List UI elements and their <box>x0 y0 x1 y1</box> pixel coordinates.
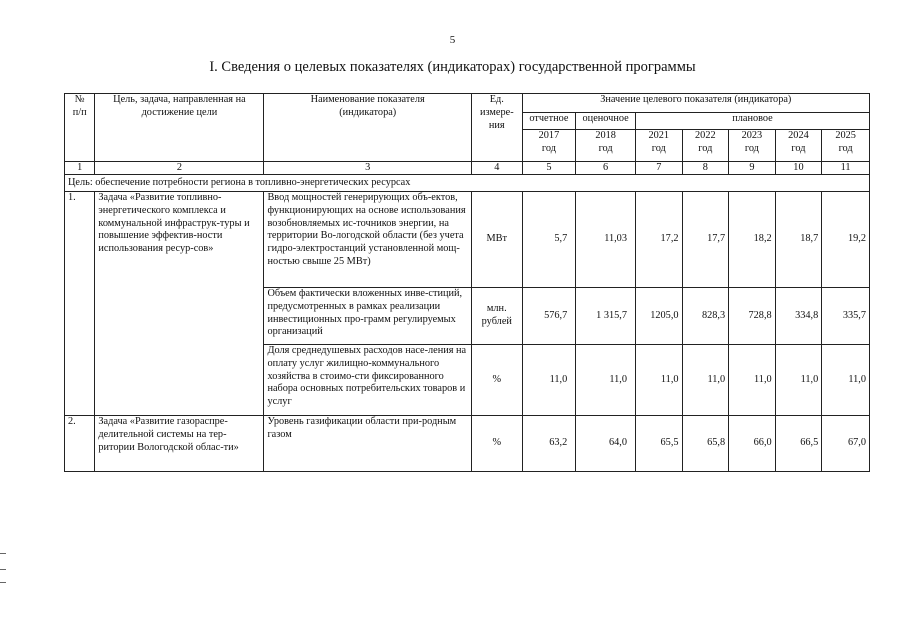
indicator-name: Объем фактически вложенных инве-стиций, предусмотренных в рамках реализации инвестиционных про-грамм регулируемых организаций <box>264 288 472 345</box>
value-cell: 66,0 <box>729 416 776 472</box>
value-cell: 63,2 <box>522 416 576 472</box>
column-number: 3 <box>264 162 472 175</box>
indicators-table <box>64 93 870 472</box>
indicator-name: Уровень газификации области при-родным газом <box>264 416 472 472</box>
header-reported: отчетное <box>522 113 576 130</box>
value-cell: 66,5 <box>775 416 822 472</box>
value-cell: 19,2 <box>822 192 870 288</box>
value-cell: 1 315,7 <box>576 288 636 345</box>
header-year: 2024 год <box>775 130 822 162</box>
indicator-unit: млн. рублей <box>471 288 522 345</box>
value-cell: 728,8 <box>729 288 776 345</box>
value-cell: 17,7 <box>682 192 729 288</box>
header-year: 2021 год <box>635 130 682 162</box>
column-number: 4 <box>471 162 522 175</box>
value-cell: 18,7 <box>775 192 822 288</box>
column-number: 1 <box>65 162 95 175</box>
header-planned: плановое <box>635 113 869 130</box>
task-description: Задача «Развитие топливно-энергетического комплекса и коммунальной инфраструк-туры и повышение эффектив-ности использования ресур-сов» <box>95 192 264 416</box>
value-cell: 65,8 <box>682 416 729 472</box>
value-cell: 11,0 <box>729 345 776 416</box>
value-cell: 1205,0 <box>635 288 682 345</box>
indicator-name: Доля среднедушевых расходов насе-ления на оплату услуг жилищно-коммунального хозяйства в стоимо-сти фиксированного набора основных потребительских товаров и услуг <box>264 345 472 416</box>
value-cell: 11,0 <box>576 345 636 416</box>
header-year: 2025 год <box>822 130 870 162</box>
scan-margin-mark <box>0 569 6 570</box>
value-cell: 65,5 <box>635 416 682 472</box>
value-cell: 17,2 <box>635 192 682 288</box>
value-cell: 11,03 <box>576 192 636 288</box>
value-cell: 828,3 <box>682 288 729 345</box>
value-cell: 11,0 <box>775 345 822 416</box>
column-number: 6 <box>576 162 636 175</box>
value-cell: 11,0 <box>822 345 870 416</box>
header-year: 2018 год <box>576 130 636 162</box>
page-number: 5 <box>449 34 456 46</box>
header-num: № п/п <box>65 94 95 162</box>
task-description: Задача «Развитие газораспре-делительной системы на тер-ритории Вологодской облас-ти» <box>95 416 264 472</box>
value-cell: 18,2 <box>729 192 776 288</box>
indicator-name: Ввод мощностей генерирующих объ-ектов, функционирующих на основе использования возобновляемых ис-точников энергии, на территории Во-логодской области (без учета гидро-электростанций установленной мощ-ностью свыше 25 МВт) <box>264 192 472 288</box>
page-title: I. Сведения о целевых показателях (индикаторах) государственной программы <box>209 59 696 75</box>
value-cell: 67,0 <box>822 416 870 472</box>
scan-margin-mark <box>0 553 6 554</box>
header-estimated: оценочное <box>576 113 636 130</box>
indicator-unit: % <box>471 416 522 472</box>
value-cell: 576,7 <box>522 288 576 345</box>
indicator-unit: МВт <box>471 192 522 288</box>
column-number: 9 <box>729 162 776 175</box>
column-number: 10 <box>775 162 822 175</box>
header-unit: Ед. измере-ния <box>471 94 522 162</box>
scan-margin-mark <box>0 582 6 583</box>
value-cell: 11,0 <box>522 345 576 416</box>
value-cell: 335,7 <box>822 288 870 345</box>
goal-row: Цель: обеспечение потребности региона в топливно-энергетических ресурсах <box>65 175 870 192</box>
header-year: 2022 год <box>682 130 729 162</box>
header-goal: Цель, задача, направленная на достижение цели <box>95 94 264 162</box>
value-cell: 11,0 <box>682 345 729 416</box>
header-indicator: Наименование показателя (индикатора) <box>264 94 472 162</box>
header-year: 2023 год <box>729 130 776 162</box>
value-cell: 334,8 <box>775 288 822 345</box>
column-number: 11 <box>822 162 870 175</box>
task-number: 2. <box>65 416 95 472</box>
value-cell: 64,0 <box>576 416 636 472</box>
value-cell: 5,7 <box>522 192 576 288</box>
header-year: 2017 год <box>522 130 576 162</box>
header-value-group: Значение целевого показателя (индикатора) <box>522 94 869 113</box>
column-number: 8 <box>682 162 729 175</box>
column-number: 7 <box>635 162 682 175</box>
task-number: 1. <box>65 192 95 416</box>
column-number: 5 <box>522 162 576 175</box>
value-cell: 11,0 <box>635 345 682 416</box>
column-number: 2 <box>95 162 264 175</box>
indicator-unit: % <box>471 345 522 416</box>
